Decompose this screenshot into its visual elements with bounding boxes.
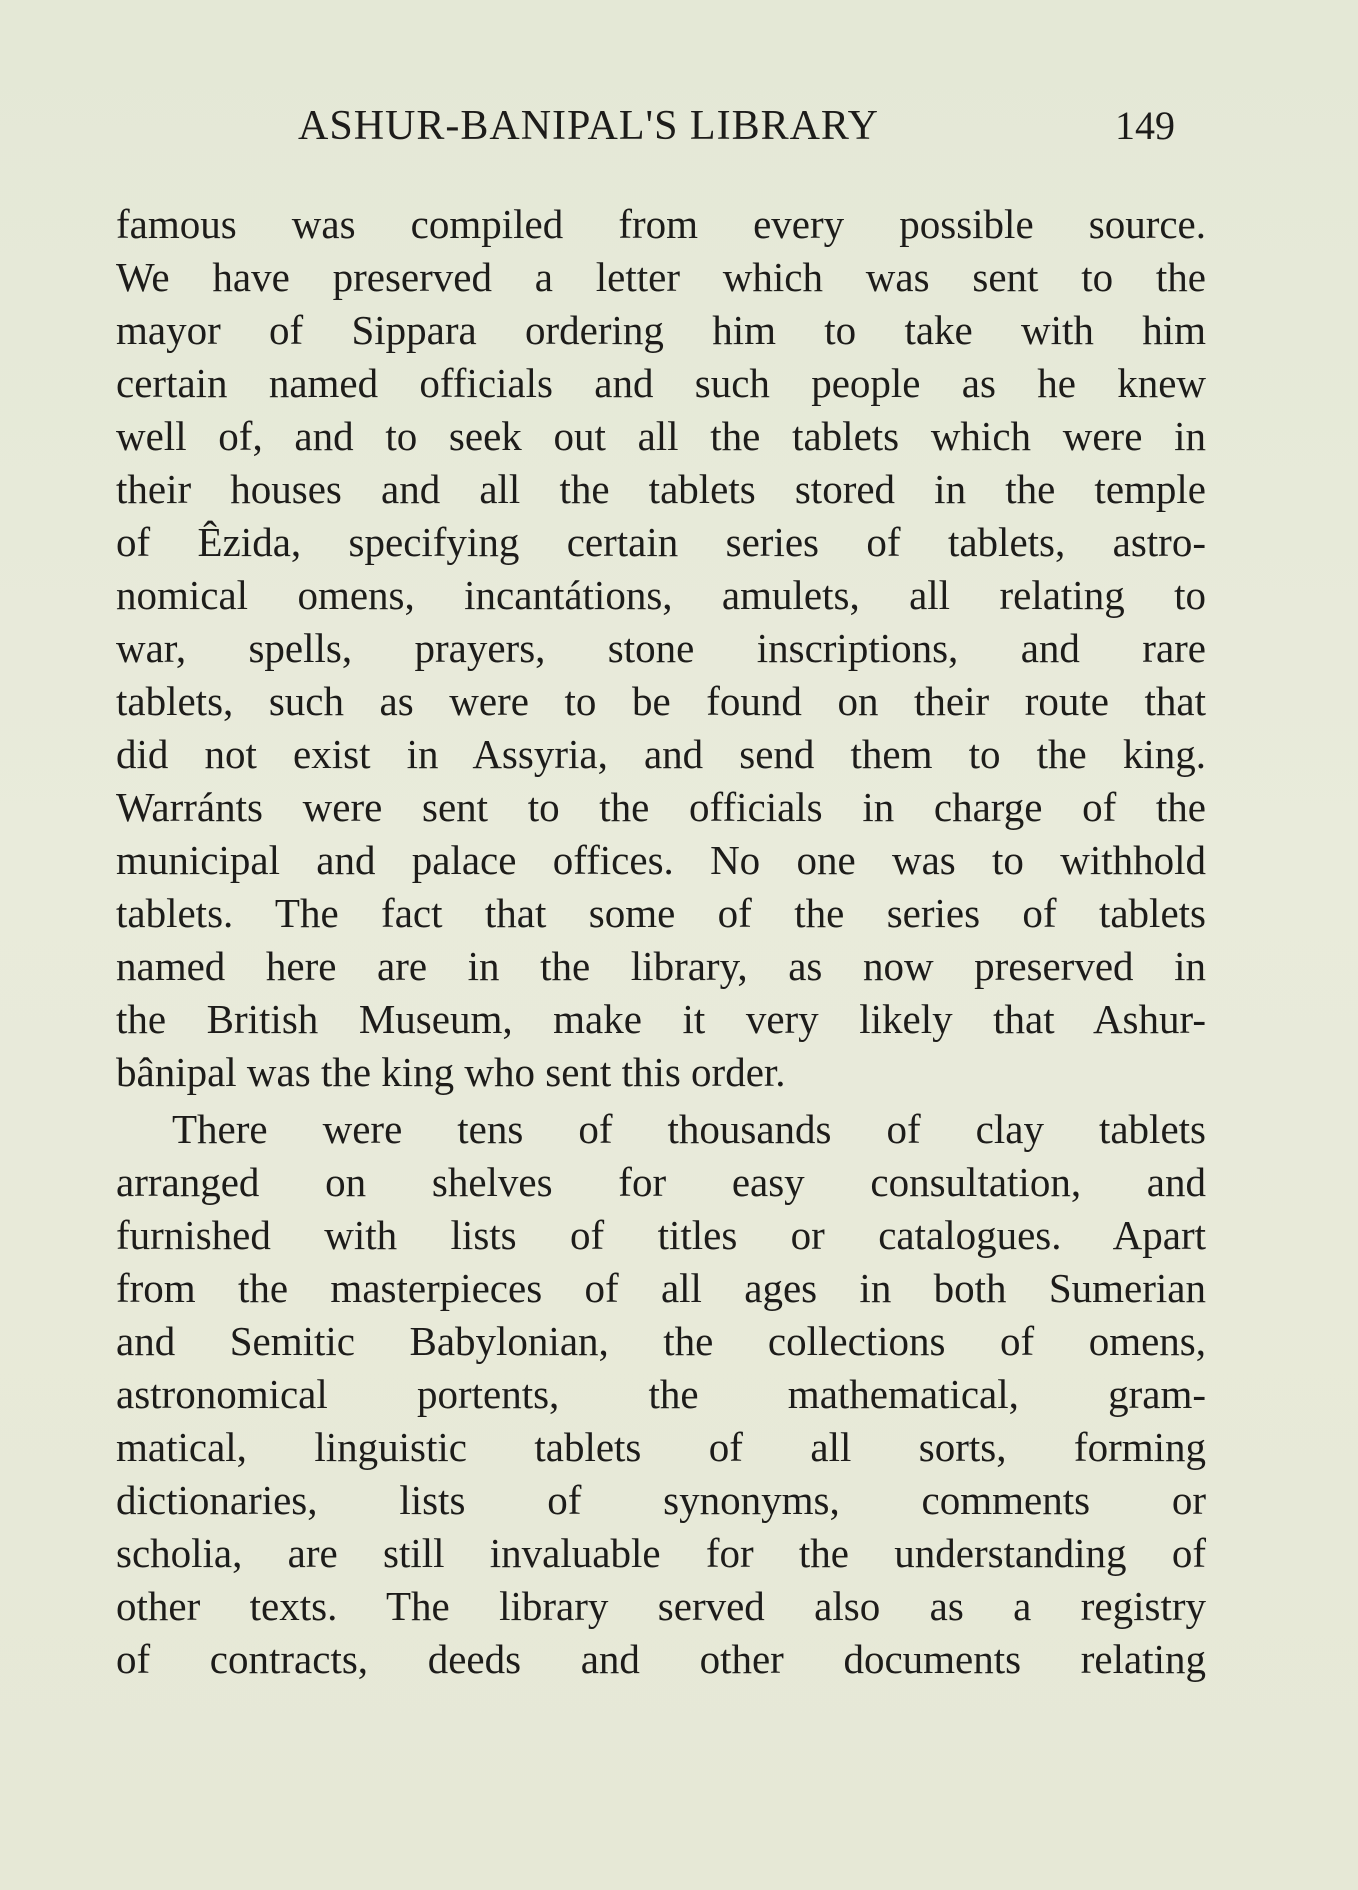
text-line: their houses and all the tablets stored in the temple (116, 466, 1206, 512)
text-line: the British Museum, make it very likely that Ashur- (116, 996, 1206, 1042)
paragraph (116, 198, 1206, 1099)
text-line: tablets. The fact that some of the series of tablets (116, 890, 1206, 936)
text-line: municipal and palace offices. No one was to withhold (116, 837, 1206, 883)
text-line: and Semitic Babylonian, the collections of omens, (116, 1318, 1206, 1364)
text-line: arranged on shelves for easy consultation, and (116, 1159, 1206, 1205)
text-line: furnished with lists of titles or catalogues. Apart (116, 1212, 1206, 1258)
text-line: bânipal was the king who sent this order. (116, 1049, 786, 1095)
text-line: well of, and to seek out all the tablets which were in (116, 413, 1206, 459)
body-text (116, 198, 1206, 1686)
text-line: We have preserved a letter which was sent to the (116, 254, 1206, 300)
text-line: war, spells, prayers, stone inscriptions, and rare (116, 625, 1206, 671)
text-line: astronomical portents, the mathematical, gram- (116, 1371, 1206, 1417)
paragraph (116, 1103, 1206, 1686)
text-line: Warránts were sent to the officials in charge of the (116, 784, 1206, 830)
text-line: named here are in the library, as now preserved in (116, 943, 1206, 989)
text-line: tablets, such as were to be found on their route that (116, 678, 1206, 724)
running-head: ASHUR-BANIPAL'S LIBRARY (298, 103, 879, 149)
text-line: scholia, are still invaluable for the understanding of (116, 1530, 1206, 1576)
text-line: famous was compiled from every possible source. (116, 201, 1206, 247)
text-line: nomical omens, incantátions, amulets, all relating to (116, 572, 1206, 618)
text-line: from the masterpieces of all ages in both Sumerian (116, 1265, 1206, 1311)
text-line: There were tens of thousands of clay tablets (172, 1106, 1206, 1152)
page-header (0, 102, 1358, 162)
text-line: of contracts, deeds and other documents relating (116, 1636, 1206, 1682)
text-line: mayor of Sippara ordering him to take with him (116, 307, 1206, 353)
text-line: matical, linguistic tablets of all sorts, forming (116, 1424, 1206, 1470)
text-line: certain named officials and such people as he knew (116, 360, 1206, 406)
text-line: of Êzida, specifying certain series of tablets, astro- (116, 519, 1206, 565)
text-line: other texts. The library served also as a registry (116, 1583, 1206, 1629)
text-line: dictionaries, lists of synonyms, comments or (116, 1477, 1206, 1523)
text-line: did not exist in Assyria, and send them to the king. (116, 731, 1206, 777)
page-number: 149 (1115, 103, 1175, 148)
